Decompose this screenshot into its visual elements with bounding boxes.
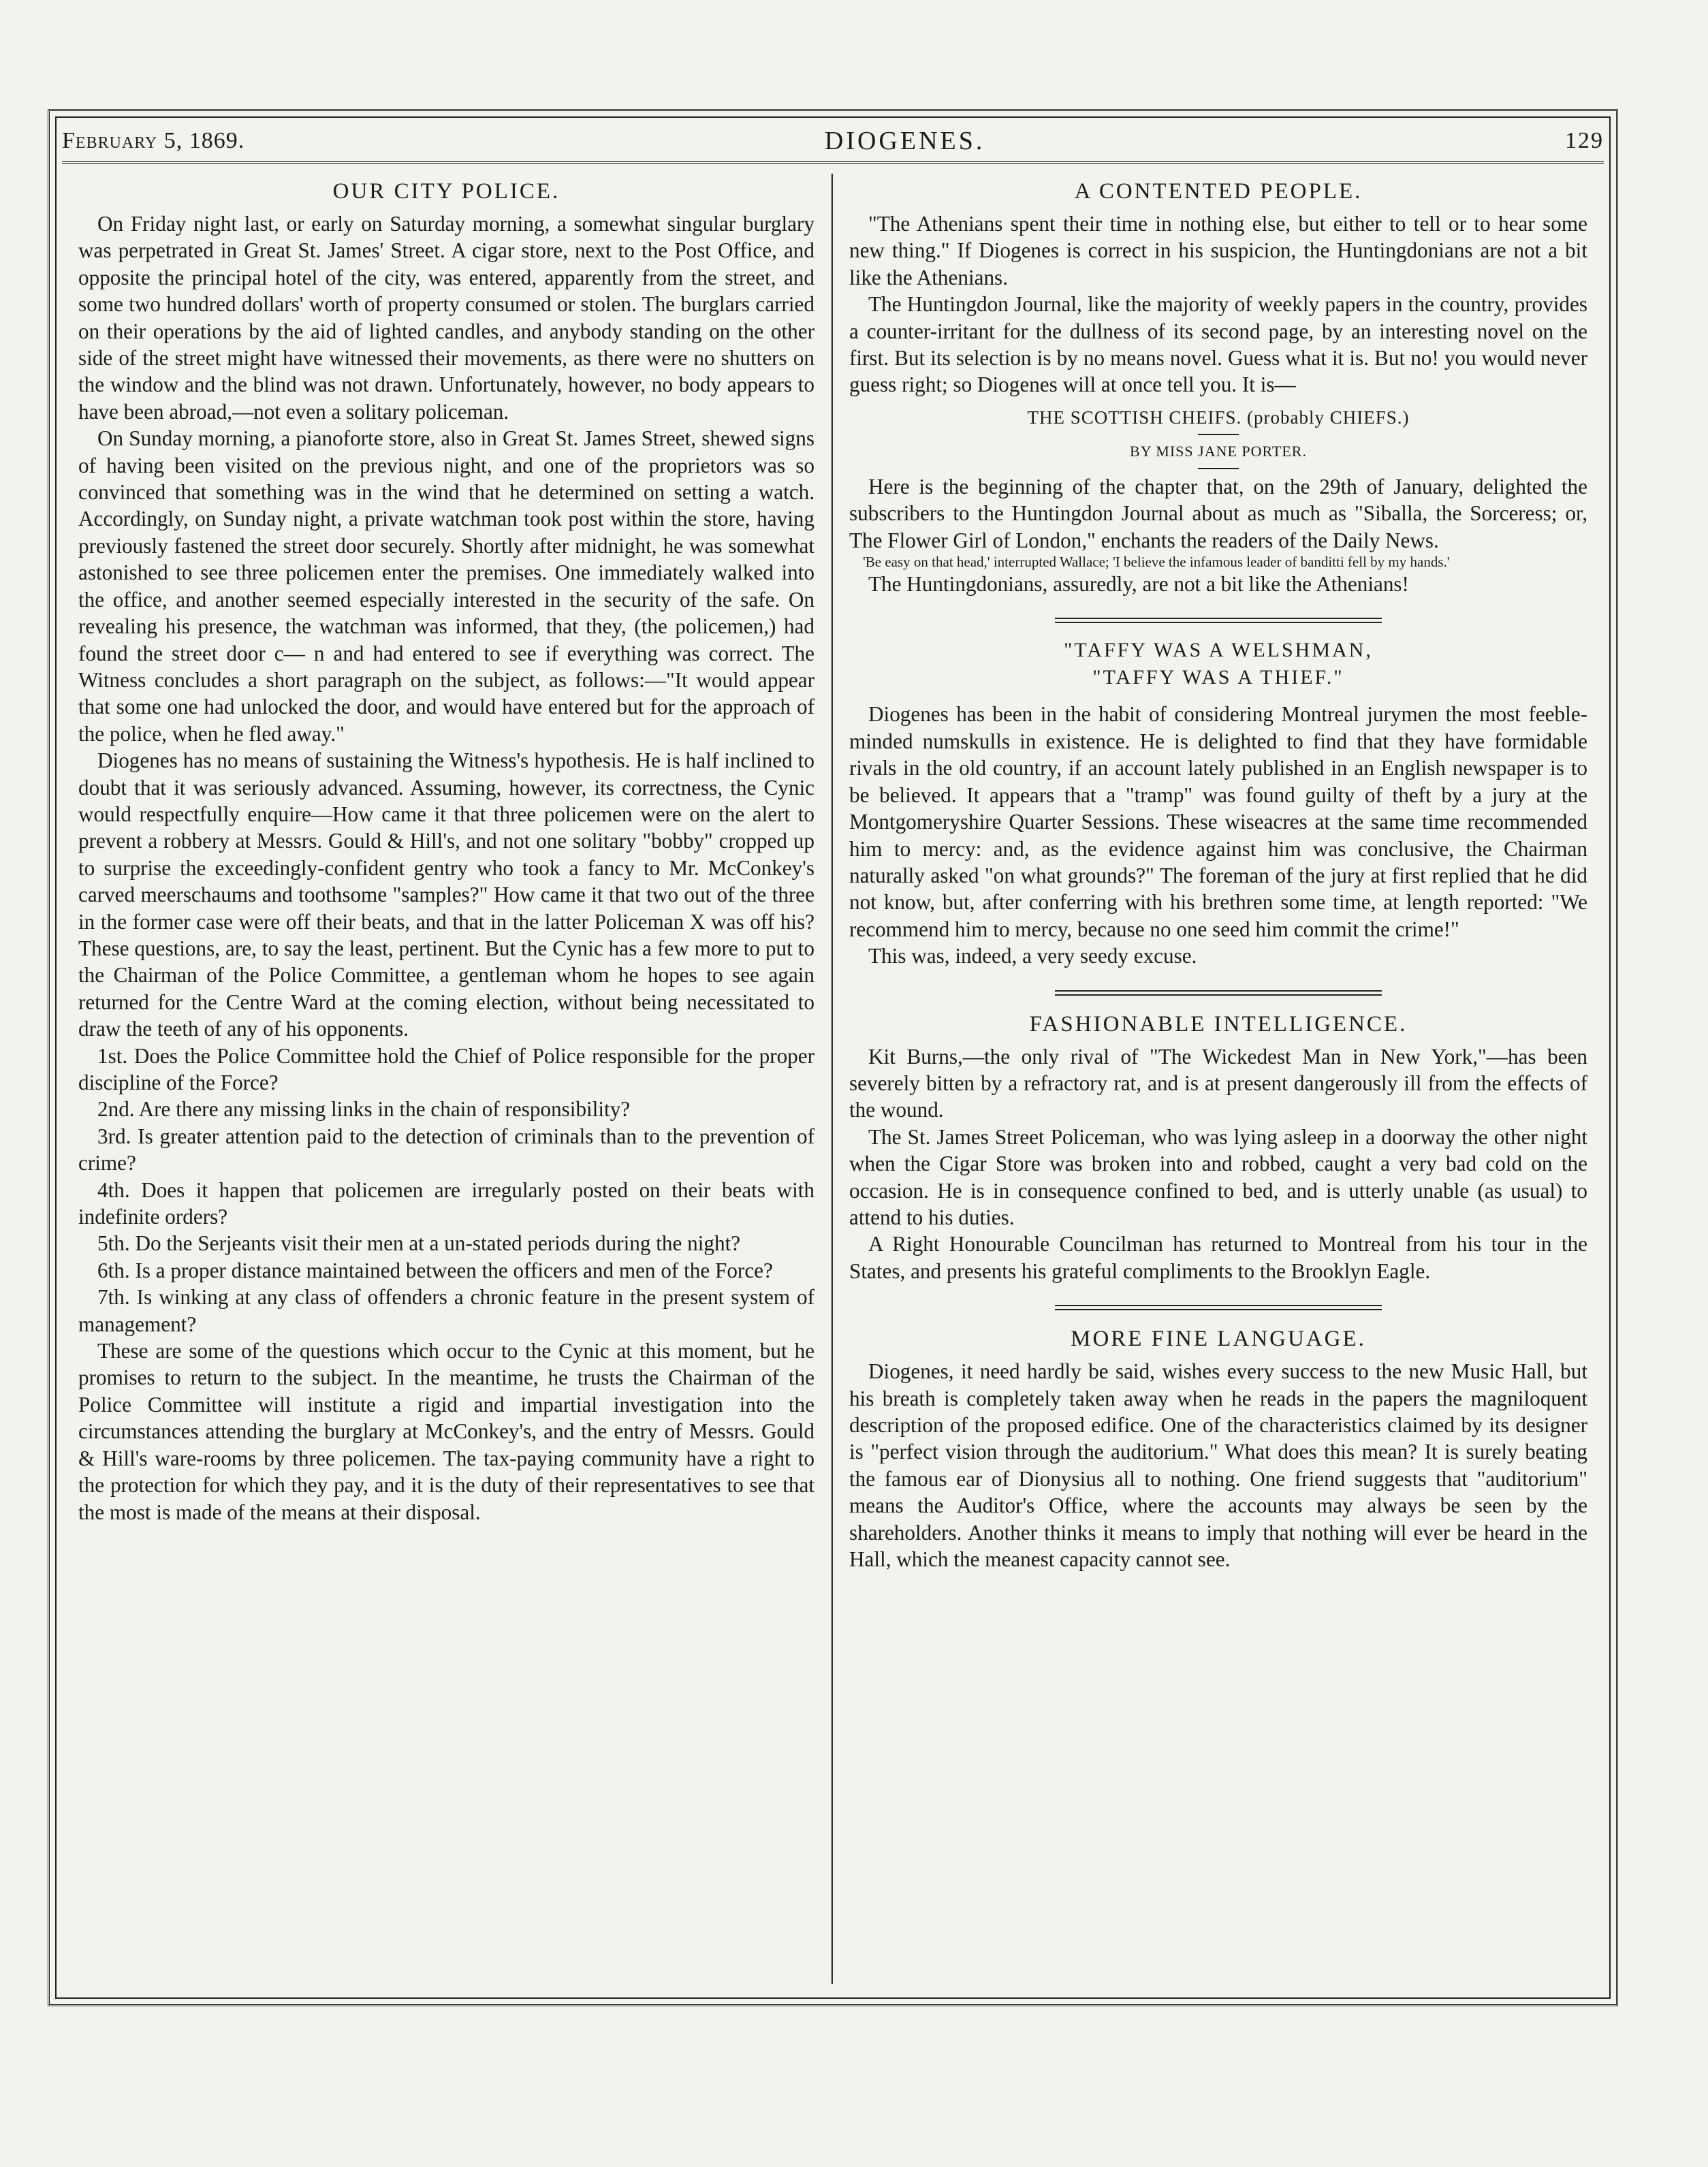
- paragraph: The Huntingdonians, assuredly, are not a bit like the Athenians!: [868, 572, 1409, 597]
- paragraph: The Huntingdon Journal, like the majority of weekly papers in the country, provides a counter-irritant for the dullness of its second page, by an interesting novel on the first. But its selection is by no means novel. Guess what it is. But no! you would never guess right; so Diogenes will at once tell you. It is—: [849, 292, 1587, 397]
- article-heading-fashionable: FASHIONABLE INTELLIGENCE.: [1029, 1011, 1408, 1037]
- paragraph: On Friday night last, or early on Saturday morning, a somewhat singular burglary was perpetrated in Great St. James' Street. A cigar store, next to the Post Office, and opposite the principal hotel of the city, was entered, apparently from the street, and some two hundred dollars' worth of property consumed or stolen. The burglars carried on their operations by the aid of lighted candles, and anybody standing on the other side of the street might have witnessed their movements, as there were no shutters on the window and the blind was not drawn. Unfortunately, however, no body appears to have been abroad,—not even a solitary policeman.: [78, 212, 815, 424]
- question-item: 6th. Is a proper distance maintained between the officers and men of the Force?: [97, 1258, 773, 1282]
- paragraph: Diogenes, it need hardly be said, wishes every success to the new Music Hall, but his breath is completely taken away when he reads in the papers the magniloquent description of the proposed edifice. One of the characteristics claimed by its designer is "perfect vision through the auditorium." What does this mean? It is surely beating the famous ear of Dionysius all to nothing. One friend suggests that "auditorium" means the Auditor's Office, where the accounts may always be seen by the shareholders. Another thinks it means to imply that nothing will ever be heard in the Hall, which the meanest capacity cannot see.: [849, 1359, 1587, 1572]
- paragraph: A Right Honourable Councilman has returned to Montreal from his tour in the States, and presents his grateful compliments to the Brooklyn Eagle.: [849, 1232, 1587, 1283]
- paragraph: Here is the beginning of the chapter that, on the 29th of January, delighted the subscribers to the Huntingdon Journal about as much as "Siballa, the Sorceress; or, The Flower Girl of London," enchants the readers of the Daily News.: [849, 474, 1587, 552]
- article-heading-taffy-line1: "TAFFY WAS A WELSHMAN,: [1064, 639, 1373, 662]
- article-heading-taffy-line2: "TAFFY WAS A THIEF.": [1092, 666, 1344, 689]
- article-heading-fine-language: MORE FINE LANGUAGE.: [1071, 1327, 1366, 1352]
- left-column: [62, 174, 833, 1984]
- paragraph: Kit Burns,—the only rival of "The Wickedest Man in New York,"—has been severely bitten by a refractory rat, and is at present dangerously ill from the effects of the wound.: [849, 1044, 1587, 1122]
- divider: [1198, 434, 1239, 435]
- question-item: 7th. Is winking at any class of offenders a chronic feature in the present system of management?: [78, 1285, 815, 1336]
- publication-title: DIOGENES.: [824, 127, 985, 155]
- section-rule: [1055, 990, 1382, 996]
- question-item: 2nd. Are there any missing links in the chain of responsibility?: [97, 1097, 631, 1122]
- paragraph: On Sunday morning, a pianoforte store, also in Great St. James Street, shewed signs of having been visited on the previous night, and one of the proprietors was so convinced that something was in the wind that he determined on setting a watch. Accordingly, on Sunday night, a private watchman took post within the store, having previously fastened the street door securely. Shortly after midnight, he was somewhat astonished to see three policemen enter the premises. One immediately walked into the office, and another seemed especially interested in the security of the safe. On revealing his presence, the watchman was informed, that they, (the policemen,) had found the street door c— n and had entered to see if everything was correct. The Witness concludes a short paragraph on the subject, as follows:—"It would appear that some one had unlocked the door, and would have entered but for the approach of the police, when he fled away.": [78, 426, 815, 746]
- masthead: [62, 121, 1604, 164]
- article-heading-contented-people: A CONTENTED PEOPLE.: [1074, 179, 1363, 204]
- paragraph: These are some of the questions which occur to the Cynic at this moment, but he promises to return to the subject. In the meantime, he trusts the Chairman of the Police Committee will institute a rigid and impartial investigation into the circumstances attending the burglary at McConkey's, and the entry of Messrs. Gould & Hill's ware-rooms by three policemen. The tax-paying community have a right to the protection for which they pay, and it is the duty of their representatives to see that the most is made of the means at their disposal.: [78, 1339, 815, 1524]
- paragraph: The St. James Street Policeman, who was lying asleep in a doorway the other night when the Cigar Store was broken into and robbed, caught a very bad cold on the occasion. He is in consequence confined to bed, and is utterly unable (as usual) to attend to his duties.: [849, 1124, 1587, 1229]
- section-rule: [1055, 1305, 1382, 1310]
- right-column: [833, 174, 1604, 1984]
- section-rule: [1055, 618, 1382, 623]
- article-columns: [62, 174, 1604, 1984]
- page-number: 129: [1565, 128, 1604, 153]
- question-item: 1st. Does the Police Committee hold the Chief of Police responsible for the proper discipline of the Force?: [78, 1043, 815, 1094]
- question-item: 3rd. Is greater attention paid to the detection of criminals than to the prevention of crime?: [78, 1124, 815, 1175]
- book-title: THE SCOTTISH CHEIFS. (probably CHIEFS.): [1027, 407, 1410, 428]
- paragraph: This was, indeed, a very seedy excuse.: [868, 944, 1197, 968]
- divider: [1198, 468, 1239, 469]
- paragraph: Diogenes has been in the habit of considering Montreal jurymen the most feeble-minded numskulls in existence. He is delighted to find that they have formidable rivals in the old country, if an account lately published in an English newspaper is to be believed. It appears that a "tramp" was found guilty of theft by a jury at the Montgomeryshire Quarter Sessions. These wiseacres at the same time recommended him to mercy: and, as the evidence against him was conclusive, the Chairman naturally asked "on what grounds?" The foreman of the jury at first replied that he did not know, but, after conferring with his brethren some time, at length reported: "We recommend him to mercy, because no one seed him commit the crime!": [849, 702, 1587, 941]
- question-item: 4th. Does it happen that policemen are irregularly posted on their beats with indefinite orders?: [78, 1177, 815, 1229]
- book-author: BY MISS JANE PORTER.: [1130, 442, 1307, 460]
- quoted-excerpt: 'Be easy on that head,' interrupted Wallace; 'I believe the infamous leader of banditti fell by my hands.': [863, 554, 1450, 571]
- question-item: 5th. Do the Serjeants visit their men at a un-stated periods during the night?: [97, 1231, 741, 1256]
- article-heading-city-police: OUR CITY POLICE.: [332, 179, 560, 204]
- issue-date: February 5, 1869.: [62, 128, 245, 153]
- newspaper-page: [48, 109, 1618, 2006]
- paragraph: Diogenes has no means of sustaining the Witness's hypothesis. He is half inclined to doubt that it was seriously advanced. Assuming, however, its correctness, the Cynic would respectfully enquire—How came it that three policemen were on the alert to prevent a robbery at Messrs. Gould & Hill's, and not one solitary "bobby" cropped up to surprise the exceedingly-confident gentry who took a fancy to Mr. McConkey's carved meerschaums and toothsome "samples?" How came it that two out of the three in the former case were off their beats, and that in the latter Policeman X was off his? These questions, are, to say the least, pertinent. But the Cynic has a few more to put to the Chairman of the Police Committee, a gentleman whom he hopes to see again returned for the Centre Ward at the coming election, without being necessitated to draw the teeth of any of his opponents.: [78, 748, 815, 1041]
- paragraph: "The Athenians spent their time in nothing else, but either to tell or to hear some new thing." If Diogenes is correct in his suspicion, the Huntingdonians are not a bit like the Athenians.: [849, 212, 1587, 289]
